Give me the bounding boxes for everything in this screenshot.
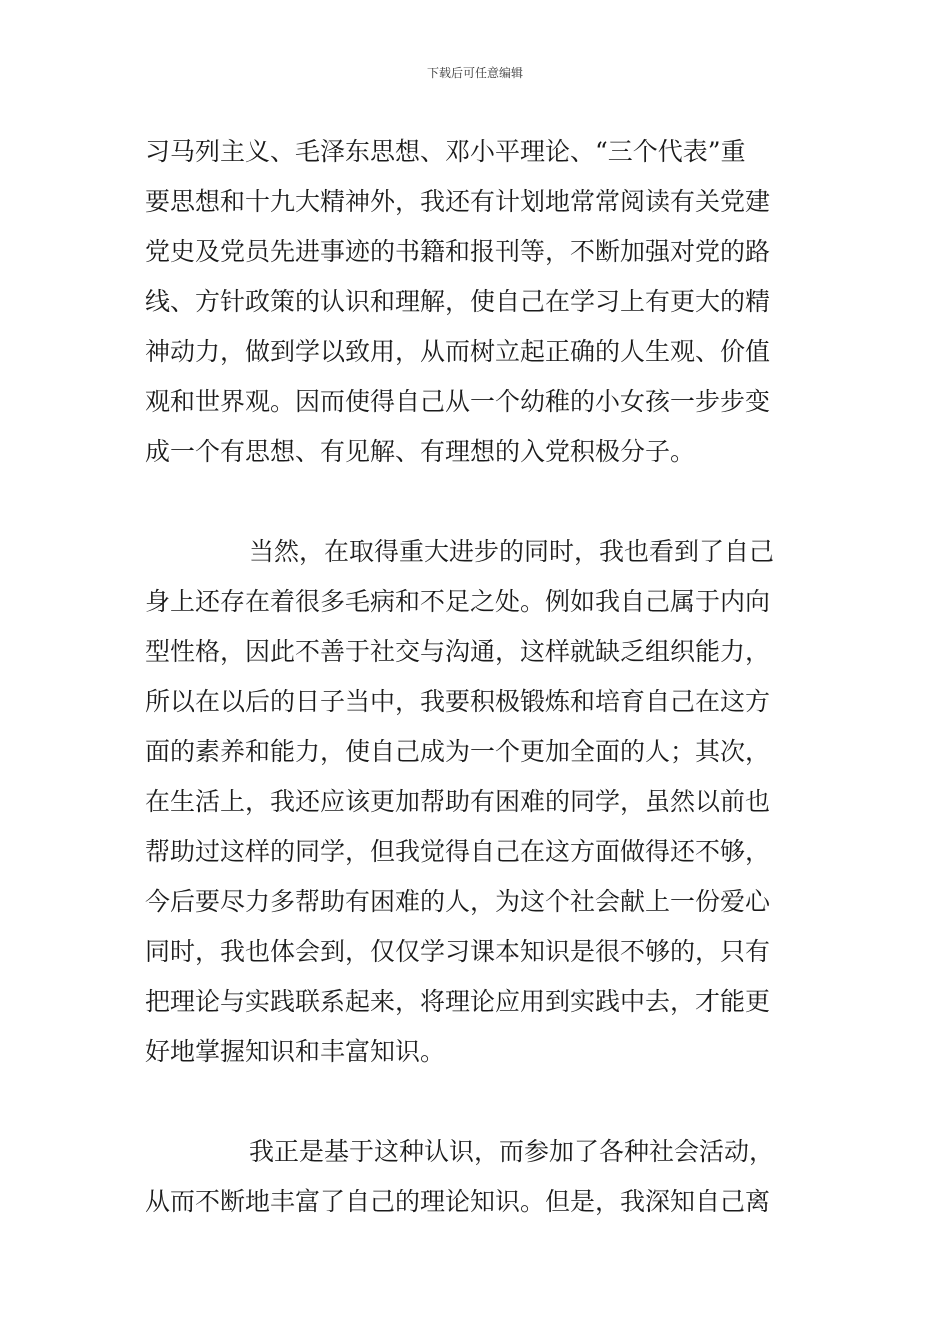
text-line: 在生活上，我还应该更加帮助有困难的同学，虽然以前也 — [145, 787, 771, 816]
text-line: 把理论与实践联系起来，将理论应用到实践中去，才能更 — [145, 987, 771, 1016]
paragraph-3 — [145, 1127, 810, 1227]
text-line: 习马列主义、毛泽东思想、邓小平理论、“三个代表”重 — [145, 137, 746, 166]
text-line: 观和世界观。因而使得自己从一个幼稚的小女孩一步步变 — [145, 387, 771, 416]
paragraph-spacer — [145, 477, 810, 527]
text-line: 要思想和十九大精神外，我还有计划地常常阅读有关党建 — [145, 187, 771, 216]
document-body — [145, 127, 810, 1227]
text-line: 帮助过这样的同学，但我觉得自己在这方面做得还不够， — [145, 837, 771, 866]
text-line: 所以在以后的日子当中，我要积极锻炼和培育自己在这方 — [145, 687, 771, 716]
paragraph-spacer — [145, 1077, 810, 1127]
header-note: 下载后可任意编辑 — [426, 66, 523, 80]
paragraph-2 — [145, 527, 810, 1077]
paragraph-1 — [145, 127, 810, 477]
text-line: 型性格，因此不善于社交与沟通，这样就缺乏组织能力， — [145, 637, 771, 666]
text-line: 身上还存在着很多毛病和不足之处。例如我自己属于内向 — [145, 587, 771, 616]
text-line: 当然，在取得重大进步的同时，我也看到了自己 — [249, 537, 775, 566]
text-line: 面的素养和能力，使自己成为一个更加全面的人；其次， — [145, 737, 771, 766]
text-line: 党史及党员先进事迹的书籍和报刊等，不断加强对党的路 — [145, 237, 771, 266]
text-line: 成一个有思想、有见解、有理想的入党积极分子。 — [145, 437, 696, 466]
text-line: 神动力，做到学以致用，从而树立起正确的人生观、价值 — [145, 337, 771, 366]
text-line: 今后要尽力多帮助有困难的人，为这个社会献上一份爱心 — [145, 887, 771, 916]
text-line: 好地掌握知识和丰富知识。 — [145, 1037, 446, 1066]
text-line: 同时，我也体会到，仅仅学习课本知识是很不够的，只有 — [145, 937, 771, 966]
text-line: 线、方针政策的认识和理解，使自己在学习上有更大的精 — [145, 287, 771, 316]
text-line: 从而不断地丰富了自己的理论知识。但是，我深知自己离 — [145, 1187, 771, 1216]
text-line: 我正是基于这种认识，而参加了各种社会活动， — [249, 1137, 775, 1166]
